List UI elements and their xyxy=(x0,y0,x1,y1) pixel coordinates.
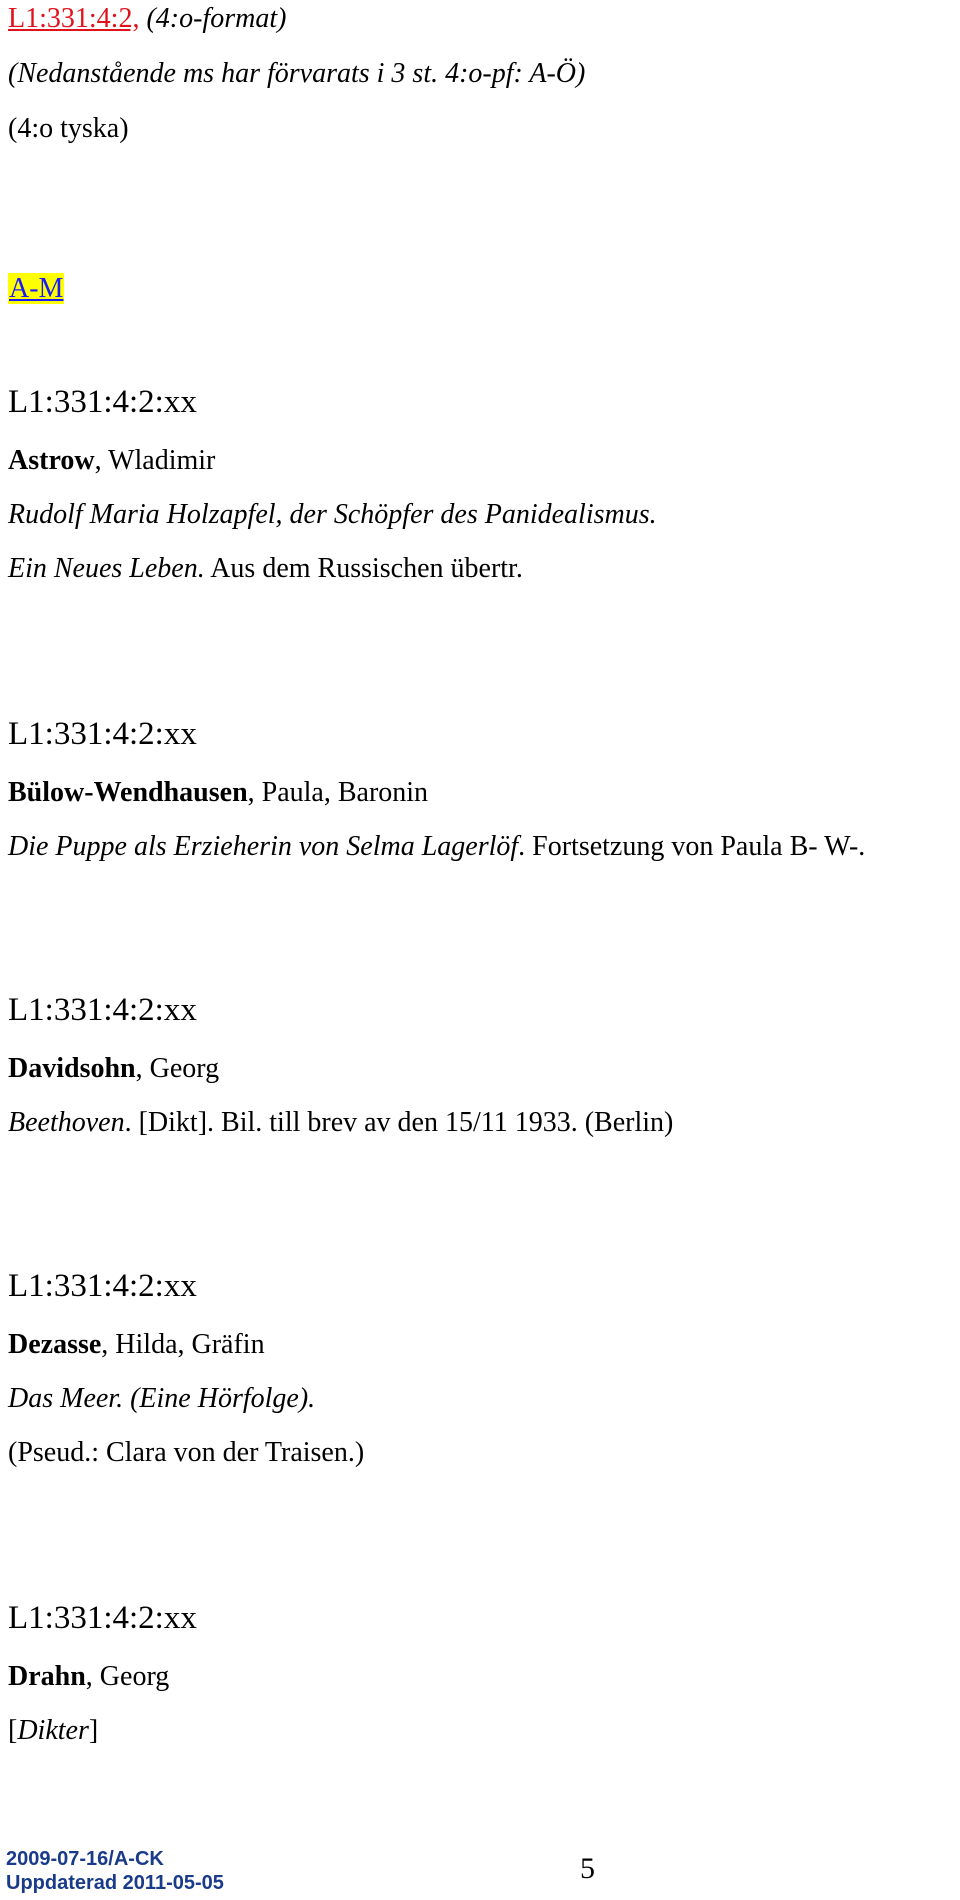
entry-title: Rudolf Maria Holzapfel, der Schöpfer des Panidealismus. xyxy=(8,499,657,530)
author-surname: Drahn xyxy=(8,1661,86,1692)
bracket-close: ] xyxy=(88,1715,99,1746)
entry-signum: L1:331:4:2:xx xyxy=(8,1600,197,1636)
footer-date: 2009-07-16/A-CK xyxy=(6,1848,164,1870)
entry-title-line xyxy=(8,830,865,864)
entry-signum: L1:331:4:2:xx xyxy=(8,384,197,420)
entry-title-continued xyxy=(8,552,523,586)
section-label: A-M xyxy=(9,273,64,304)
entry-signum: L1:331:4:2:xx xyxy=(8,992,197,1028)
entry-signum: L1:331:4:2:xx xyxy=(8,716,197,752)
author-given: , Hilda, Gräfin xyxy=(101,1329,265,1360)
author-given: , Paula, Baronin xyxy=(247,777,429,808)
header-format: (4:o-format) xyxy=(146,3,287,34)
entry-author xyxy=(8,776,428,810)
entry-author xyxy=(8,444,215,478)
header-language: (4:o tyska) xyxy=(8,113,129,144)
section-label-line xyxy=(8,272,64,306)
entry-title-line xyxy=(8,1106,673,1140)
page-number: 5 xyxy=(580,1852,595,1885)
author-surname: Astrow xyxy=(8,445,95,476)
entry-title: Beethoven xyxy=(8,1107,125,1138)
entry-note: Aus dem Russischen übertr. xyxy=(204,553,523,584)
entry-author xyxy=(8,1328,265,1362)
author-given: , Wladimir xyxy=(94,445,216,476)
header-line xyxy=(8,2,286,36)
author-surname: Davidsohn xyxy=(8,1053,136,1084)
header-note: (Nedanstående ms har förvarats i 3 st. 4:o-pf: A-Ö) xyxy=(8,58,586,89)
entry-author xyxy=(8,1052,219,1086)
bracket-open: [ xyxy=(8,1715,18,1746)
author-surname: Bülow-Wendhausen xyxy=(8,777,248,808)
author-given: , Georg xyxy=(85,1661,170,1692)
footer-updated: Uppdaterad 2011-05-05 xyxy=(6,1872,224,1894)
entry-subtitle: Ein Neues Leben. xyxy=(8,553,205,584)
entry-signum: L1:331:4:2:xx xyxy=(8,1268,197,1304)
author-given: , Georg xyxy=(135,1053,220,1084)
header-code: L1:331:4:2, xyxy=(8,3,140,34)
entry-author xyxy=(8,1660,169,1694)
entry-note: . Fortsetzung von Paula B- W-. xyxy=(518,831,866,862)
author-surname: Dezasse xyxy=(8,1329,102,1360)
entry-title: Das Meer. (Eine Hörfolge). xyxy=(8,1383,316,1414)
entry-title-line xyxy=(8,1714,98,1748)
entry-note: . [Dikt]. Bil. till brev av den 15/11 1933. (Berlin) xyxy=(124,1107,674,1138)
entry-title: Die Puppe als Erzieherin von Selma Lagerlöf xyxy=(8,831,519,862)
entry-title: Dikter xyxy=(17,1715,89,1746)
entry-pseudonym: (Pseud.: Clara von der Traisen.) xyxy=(8,1437,365,1468)
